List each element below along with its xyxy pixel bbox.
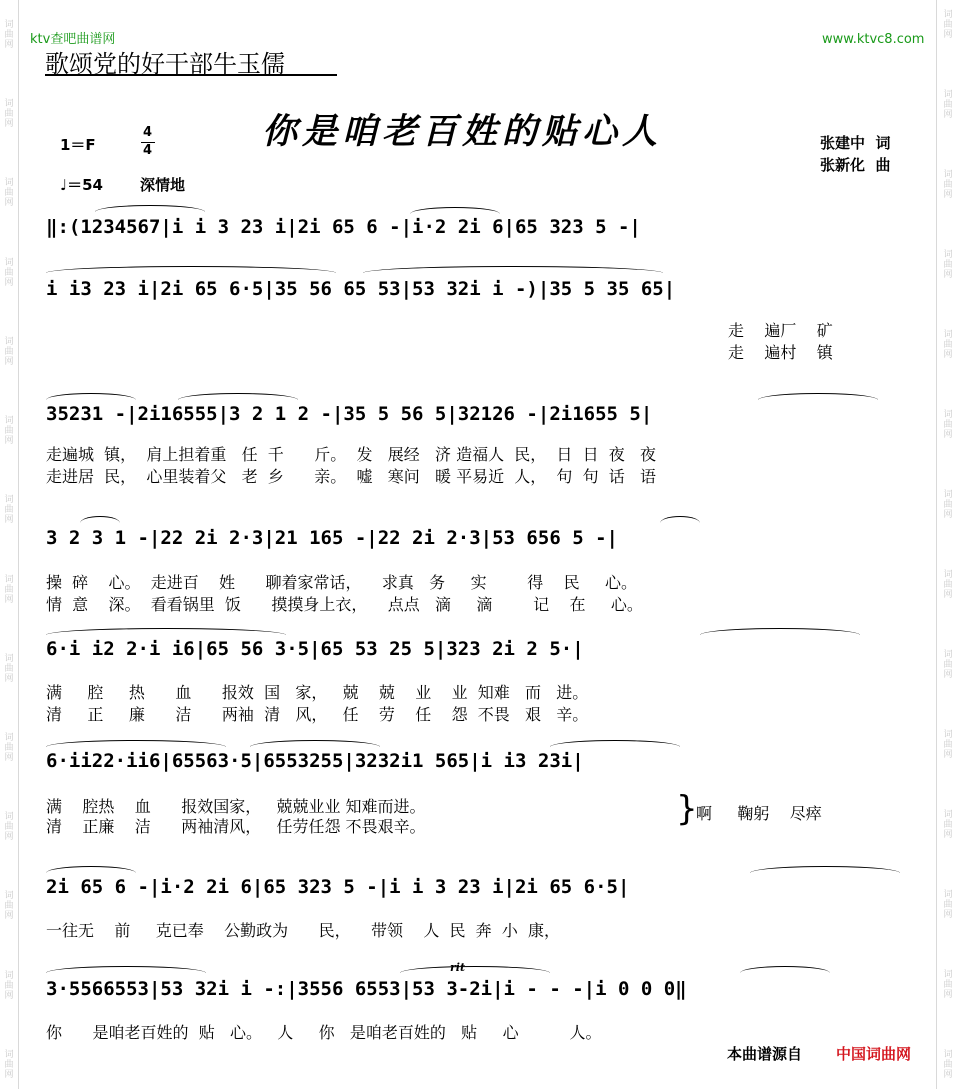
source-brand-link[interactable]: 中国词曲网	[836, 1045, 912, 1063]
side-watermark-text: 词 曲 网	[943, 410, 953, 440]
ritardando-marking: rit	[450, 961, 466, 974]
side-watermark-text: 词 曲 网	[4, 970, 14, 1001]
slur	[758, 393, 878, 400]
lyric-line-6-verse-1: 满 腔热 血 报效国家， 兢兢业业 知难而进。	[46, 797, 426, 816]
song-subtitle: 歌颂党的好干部牛玉儒	[45, 50, 285, 78]
side-watermark-text: 词 曲 网	[943, 10, 953, 40]
lyric-line-6-verse-2: 清 正廉 洁 两袖清风， 任劳任怨 不畏艰辛。	[46, 817, 426, 836]
slur	[178, 393, 298, 400]
side-watermark-text: 词 曲 网	[4, 1049, 14, 1080]
slur	[250, 740, 380, 747]
slur	[95, 205, 205, 212]
side-watermark-text: 词 曲 网	[943, 730, 953, 760]
notation-line-8: 3·5566553|53 32i i -:|3556 6553|53 3-2i|i - - -|i 0 0 0‖	[46, 978, 687, 1000]
lyric-line-5-verse-2: 清 正 廉 洁 两袖 清 风， 任 劳 任 怨 不畏 艰 辛。	[46, 705, 589, 724]
time-signature-bottom: 4	[143, 143, 153, 158]
slur	[46, 866, 136, 873]
slur	[46, 266, 336, 273]
notation-line-3: 35231 -|2i16555|3 2 1 2 -|35 5 56 5|32126 -|2i1655 5|	[46, 403, 653, 425]
side-watermark-text: 词 曲 网	[4, 653, 14, 684]
right-watermark	[941, 10, 955, 1080]
slur	[46, 740, 226, 747]
lyric-line-2-verse-2: 走 遍村 镇	[728, 343, 833, 362]
song-title: 你是咱老百姓的贴心人	[262, 111, 663, 152]
side-watermark-text: 词 曲 网	[4, 99, 14, 130]
slur	[750, 866, 900, 873]
lyricist-credit: 张建中 词	[820, 134, 891, 152]
side-watermark-text: 词 曲 网	[943, 170, 953, 200]
slur	[363, 266, 663, 273]
lyric-line-6-tail: 啊 鞠躬 尽瘁	[696, 804, 822, 823]
side-watermark-text: 词 曲 网	[4, 416, 14, 447]
left-watermark	[2, 20, 16, 1080]
side-watermark-text: 词 曲 网	[943, 970, 953, 1000]
notation-line-6: 6·ii22·ii6|65563·5|6553255|3232i1 565|i i3 23i|	[46, 750, 584, 772]
slur	[410, 207, 500, 214]
side-watermark-text: 词 曲 网	[4, 336, 14, 367]
side-watermark-text: 词 曲 网	[4, 732, 14, 763]
key-signature: 1＝F	[60, 136, 96, 154]
side-watermark-text: 词 曲 网	[4, 20, 14, 50]
verse-brace: }	[676, 789, 698, 829]
slur	[80, 516, 120, 523]
subtitle-underline	[45, 74, 337, 76]
lyric-line-4-verse-1: 操 碎 心。 走进百 姓 聊着家常话， 求真 务 实 得 民 心。	[46, 573, 638, 592]
composer-credit: 张新化 曲	[820, 156, 891, 174]
lyric-line-5-verse-1: 满 腔 热 血 报效 国 家， 兢 兢 业 业 知难 而 进。	[46, 683, 589, 702]
slur	[46, 966, 206, 973]
time-signature-top: 4	[143, 125, 153, 140]
notation-line-7: 2i 65 6 -|i·2 2i 6|65 323 5 -|i i 3 23 i|2i 65 6·5|	[46, 876, 630, 898]
notation-line-5: 6·i i2 2·i i6|65 56 3·5|65 53 25 5|323 2i 2 5·|	[46, 638, 584, 660]
side-watermark-text: 词 曲 网	[943, 570, 953, 600]
site-watermark-right: www.ktvc8.com	[822, 32, 925, 47]
notation-line-2: i i3 23 i|2i 65 6·5|35 56 65 53|53 32i i -)|35 5 35 65|	[46, 278, 676, 300]
lyric-line-4-verse-2: 情 意 深。 看看锅里 饭 摸摸身上衣， 点点 滴 滴 记 在 心。	[46, 595, 643, 614]
source-label: 本曲谱源自	[727, 1045, 803, 1063]
lyric-line-3-verse-2: 走进居 民， 心里装着父 老 乡 亲。 嘘 寒问 暖 平易近 人， 句 句 话 语	[46, 467, 657, 486]
side-watermark-text: 词 曲 网	[943, 330, 953, 360]
slur	[46, 628, 286, 635]
side-watermark-text: 词 曲 网	[4, 257, 14, 288]
side-watermark-text: 词 曲 网	[943, 890, 953, 920]
lyric-line-3-verse-1: 走遍城 镇， 肩上担着重 任 千 斤。 发 展经 济 造福人 民， 日 日 夜 夜	[46, 445, 657, 464]
side-watermark-text: 词 曲 网	[943, 490, 953, 520]
slur	[400, 966, 550, 973]
notation-line-1: ‖:(1234567|i i 3 23 i|2i 65 6 -|i·2 2i 6|65 323 5 -|	[46, 216, 641, 238]
left-margin-line	[18, 0, 19, 1089]
slur	[740, 966, 830, 973]
side-watermark-text: 词 曲 网	[943, 810, 953, 840]
site-watermark-left: ktv查吧曲谱网	[30, 32, 116, 47]
slur	[46, 393, 136, 400]
lyric-line-7: 一往无 前 克已奉 公勤政为 民， 带领 人 民 奔 小 康，	[46, 921, 561, 940]
notation-line-4: 3 2 3 1 -|22 2i 2·3|21 165 -|22 2i 2·3|53 656 5 -|	[46, 527, 618, 549]
tempo-marking: ♩＝54	[60, 176, 103, 194]
lyric-line-2-verse-1: 走 遍厂 矿	[728, 321, 833, 340]
right-margin-line	[936, 0, 937, 1089]
side-watermark-text: 词 曲 网	[4, 178, 14, 209]
slur	[550, 740, 680, 747]
side-watermark-text: 词 曲 网	[4, 495, 14, 526]
lyric-line-8: 你 是咱老百姓的 贴 心。 人 你 是咱老百姓的 贴 心 人。	[46, 1023, 602, 1042]
slur	[700, 628, 860, 635]
side-watermark-text: 词 曲 网	[943, 90, 953, 120]
side-watermark-text: 词 曲 网	[4, 812, 14, 843]
side-watermark-text: 词 曲 网	[4, 574, 14, 605]
side-watermark-text: 词 曲 网	[943, 650, 953, 680]
side-watermark-text: 词 曲 网	[943, 1050, 953, 1080]
side-watermark-text: 词 曲 网	[4, 891, 14, 922]
expression-marking: 深情地	[140, 176, 186, 194]
slur	[660, 516, 700, 523]
side-watermark-text: 词 曲 网	[943, 250, 953, 280]
